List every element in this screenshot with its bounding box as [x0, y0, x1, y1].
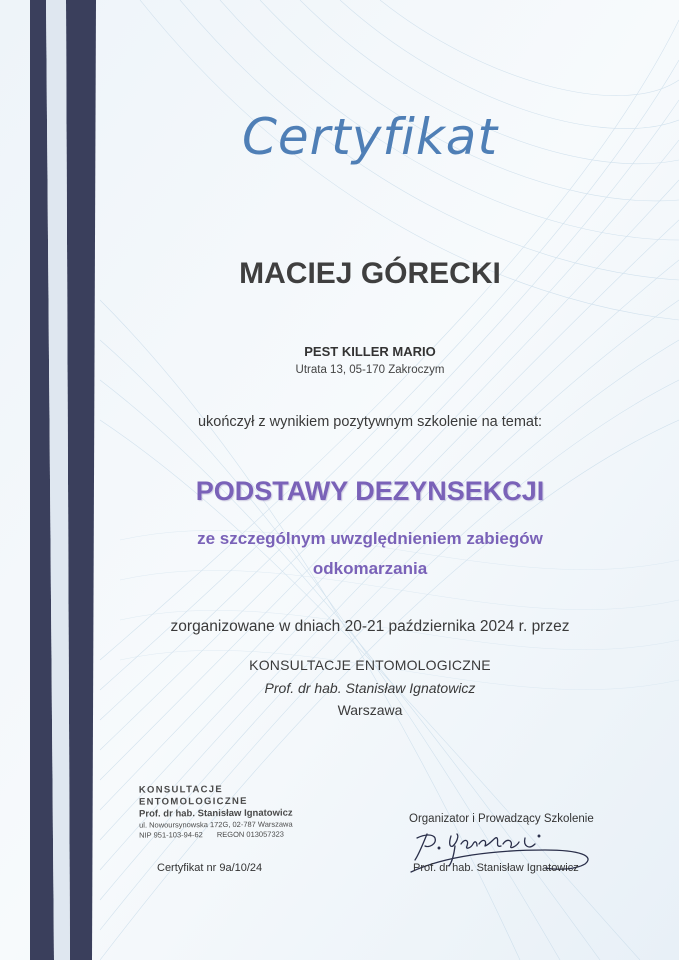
training-subtopic-line1: ze szczególnym uwzględnieniem zabiegów [197, 529, 543, 548]
company-address: Utrata 13, 05-170 Zakroczym [295, 364, 445, 376]
recipient-name: MACIEJ GÓRECKI [239, 257, 501, 290]
handwritten-signature [405, 826, 600, 886]
stamp-line1: KONSULTACJE ENTOMOLOGICZNE [138, 784, 248, 808]
training-intro: ukończył z wynikiem pozytywnym szkolenie na temat: [197, 414, 543, 430]
stamp-nip: NIP 951-103-94-62 [139, 830, 203, 840]
certificate-number: Certyfikat nr 9a/10/24 [157, 862, 263, 874]
organizer-stamp [139, 783, 319, 840]
organizer-name: KONSULTACJE ENTOMOLOGICZNE [249, 657, 491, 673]
certificate-title: Certyfikat [241, 108, 499, 166]
organizer-city: Warszawa [337, 702, 403, 718]
stamp-regon: REGON 013057323 [216, 829, 284, 840]
organizer-person: Prof. dr hab. Stanisław Ignatowicz [264, 680, 476, 696]
training-subtopic [0, 524, 679, 584]
signature-role: Organizator i Prowadzący Szkolenie [409, 813, 594, 825]
stamp-line4 [139, 829, 319, 840]
stamp-line3: ul. Nowoursynowska 172G, 02-787 Warszawa [139, 819, 293, 830]
training-dates: zorganizowane w dniach 20-21 października 2024 r. przez [170, 618, 570, 635]
training-topic: PODSTAWY DEZYNSEKCJI [195, 476, 545, 506]
company-name: PEST KILLER MARIO [304, 344, 436, 359]
stamp-line2: Prof. dr hab. Stanisław Ignatowicz [138, 807, 293, 820]
signature-name: Prof. dr hab. Stanisław Ignatowicz [413, 862, 579, 874]
training-subtopic-line2: odkomarzania [312, 559, 428, 578]
